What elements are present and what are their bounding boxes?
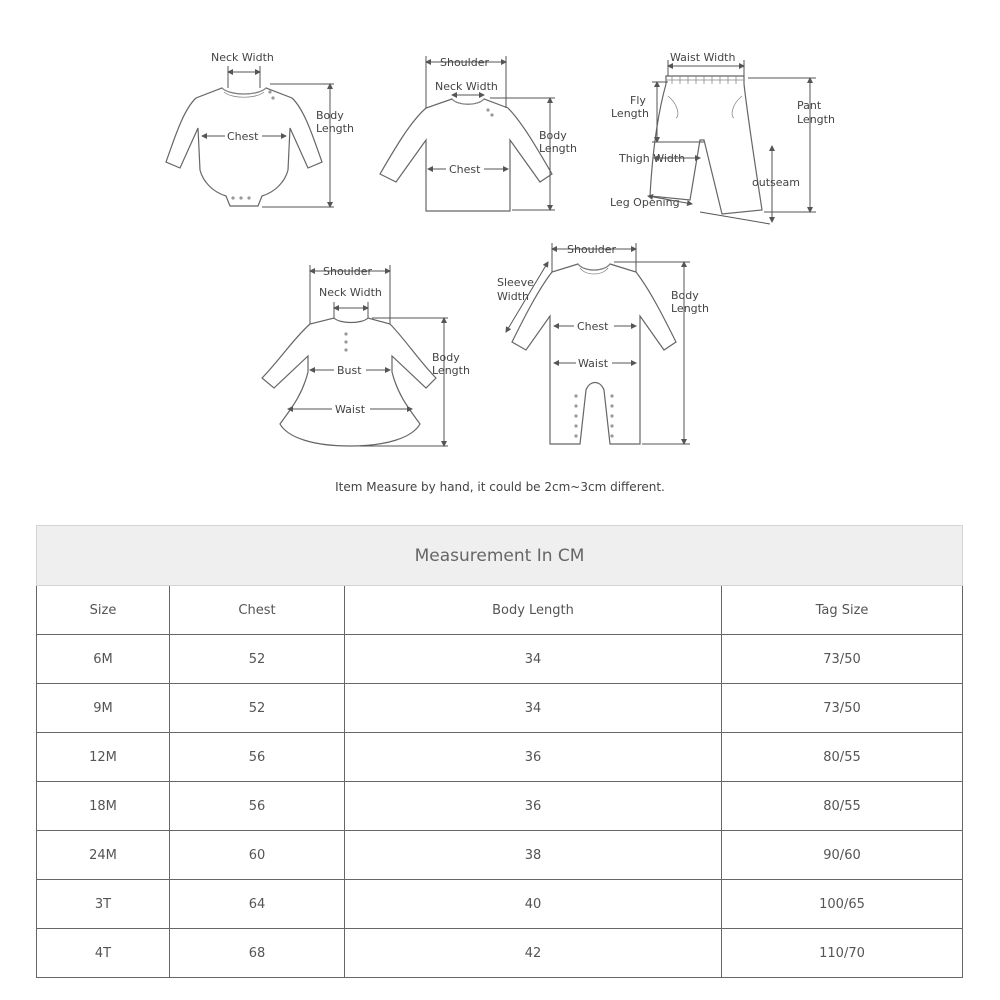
table-row — [37, 782, 963, 831]
table-row — [37, 635, 963, 684]
cell-size: 3T — [37, 880, 170, 929]
romper-chest-label: Chest — [577, 320, 609, 333]
cell-tag-size: 73/50 — [722, 684, 963, 733]
pants-outseam-label: outseam — [752, 176, 800, 189]
shirt-shoulder-label: Shoulder — [440, 56, 489, 69]
cell-chest: 68 — [170, 929, 345, 978]
table-caption-row — [37, 526, 963, 586]
cell-body-length: 34 — [345, 684, 722, 733]
cell-chest: 60 — [170, 831, 345, 880]
dress-waist-label: Waist — [335, 403, 366, 416]
pants-pant-label: Pant — [797, 99, 822, 112]
cell-chest: 52 — [170, 684, 345, 733]
romper-waist-label: Waist — [578, 357, 609, 370]
cell-chest: 52 — [170, 635, 345, 684]
cell-size: 24M — [37, 831, 170, 880]
cell-chest: 56 — [170, 733, 345, 782]
cell-body-length: 36 — [345, 733, 722, 782]
table-row — [37, 929, 963, 978]
cell-tag-size: 90/60 — [722, 831, 963, 880]
shirt-length-label: Length — [539, 142, 577, 155]
size-chart-table — [36, 525, 963, 978]
cell-body-length: 34 — [345, 635, 722, 684]
shirt-chest-label: Chest — [449, 163, 481, 176]
dress-length-label: Length — [432, 364, 470, 377]
table-row — [37, 684, 963, 733]
header-tag-size: Tag Size — [722, 586, 963, 635]
pants-leg-opening-label: Leg Opening — [610, 196, 680, 209]
pants-waist-width-label: Waist Width — [670, 51, 736, 64]
header-body-length: Body Length — [345, 586, 722, 635]
cell-tag-size: 100/65 — [722, 880, 963, 929]
cell-size: 6M — [37, 635, 170, 684]
romper-length-label: Length — [671, 302, 709, 315]
cell-size: 9M — [37, 684, 170, 733]
dress-body-label: Body — [432, 351, 460, 364]
cell-tag-size: 80/55 — [722, 733, 963, 782]
cell-tag-size: 73/50 — [722, 635, 963, 684]
measurement-diagrams — [0, 0, 1000, 470]
cell-size: 12M — [37, 733, 170, 782]
table-row — [37, 880, 963, 929]
table-row — [37, 733, 963, 782]
table-header-row — [37, 586, 963, 635]
cell-body-length: 36 — [345, 782, 722, 831]
pants-fly-label: Fly — [630, 94, 646, 107]
dress-bust-label: Bust — [337, 364, 362, 377]
cell-tag-size: 80/55 — [722, 782, 963, 831]
shirt-diagram — [380, 56, 577, 211]
cell-size: 18M — [37, 782, 170, 831]
dress-shoulder-label: Shoulder — [323, 265, 372, 278]
shirt-body-label: Body — [539, 129, 567, 142]
header-chest: Chest — [170, 586, 345, 635]
bodysuit-body-label: Body — [316, 109, 344, 122]
cell-body-length: 42 — [345, 929, 722, 978]
pants-thigh-width-label: Thigh Width — [619, 152, 686, 165]
romper-sleeve-label: Sleeve — [497, 276, 534, 289]
cell-size: 4T — [37, 929, 170, 978]
shirt-neck-width-label: Neck Width — [435, 80, 498, 93]
header-size: Size — [37, 586, 170, 635]
bodysuit-chest-label: Chest — [227, 130, 259, 143]
pants-fly-length-label: Length — [611, 107, 649, 120]
pants-pant-length-label: Length — [797, 113, 835, 126]
bodysuit-diagram — [166, 51, 354, 207]
measurement-note: Item Measure by hand, it could be 2cm~3cm different. — [335, 480, 665, 494]
bodysuit-neck-width-label: Neck Width — [211, 51, 274, 64]
romper-body-label: Body — [671, 289, 699, 302]
romper-shoulder-label: Shoulder — [567, 243, 616, 256]
diagram-svg — [0, 0, 1000, 470]
cell-body-length: 38 — [345, 831, 722, 880]
cell-body-length: 40 — [345, 880, 722, 929]
dress-diagram — [262, 265, 470, 446]
pants-diagram — [610, 51, 835, 224]
bodysuit-length-label: Length — [316, 122, 354, 135]
table-caption: Measurement In CM — [37, 526, 963, 586]
cell-tag-size: 110/70 — [722, 929, 963, 978]
cell-chest: 56 — [170, 782, 345, 831]
table-row — [37, 831, 963, 880]
romper-diagram — [497, 243, 709, 444]
dress-neck-width-label: Neck Width — [319, 286, 382, 299]
cell-chest: 64 — [170, 880, 345, 929]
romper-sleeve-width-label: Width — [497, 290, 529, 303]
